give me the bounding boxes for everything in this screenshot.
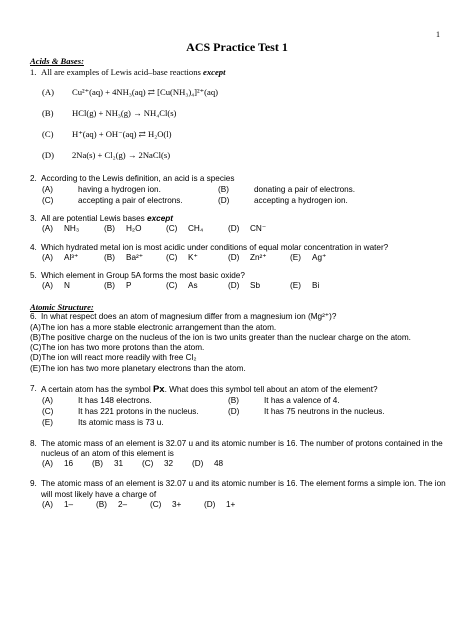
question-text: Which hydrated metal ion is most acidic under conditions of equal molar concentration in water?	[41, 242, 389, 252]
question-number: 5.	[30, 271, 37, 281]
question-text: All are examples of Lewis acid–base reactions	[41, 66, 204, 77]
option-text: 16	[64, 459, 74, 469]
option-label: (D)	[228, 281, 240, 291]
option-text: accepting a hydrogen ion.	[254, 195, 348, 205]
question-4	[30, 243, 450, 264]
option-text: It has 221 protons in the nucleus.	[78, 407, 199, 417]
option-label: (E)	[42, 418, 53, 428]
option-text: 1–	[64, 499, 74, 509]
option-grid	[42, 185, 450, 207]
question-text-end: . What does this symbol tell about an atom of the element?	[164, 384, 378, 394]
question-number: 9.	[30, 479, 37, 489]
option-text: It has 148 electrons.	[78, 395, 152, 405]
option-label: (C)	[42, 128, 54, 139]
option-label: (D)	[204, 499, 216, 509]
option-label: (A)	[42, 395, 53, 405]
page-title: ACS Practice Test 1	[186, 40, 288, 54]
option-row	[42, 108, 450, 119]
option-text: 1+	[226, 499, 236, 509]
option-text: 2–	[118, 499, 128, 509]
option-label: (A)	[42, 224, 53, 234]
question-1	[30, 67, 450, 161]
question-8	[30, 439, 450, 470]
question-number: 3.	[30, 214, 37, 224]
question-9	[30, 479, 450, 510]
question-number: 2.	[30, 174, 37, 184]
option-label: (A)	[42, 499, 53, 509]
option-text: 2Na(s) + Cl₂(g) → 2NaCl(s)	[72, 149, 171, 160]
question-5	[30, 271, 450, 292]
option-text: 48	[214, 459, 224, 469]
question-text: In what respect does an atom of magnesium differ from a magnesium ion (Mg²⁺)?	[41, 312, 337, 322]
option-label: (B)	[104, 224, 115, 234]
statement: (D)The ion will react more readily with free Cl₂	[30, 353, 197, 363]
emphasis-except: except	[203, 66, 226, 77]
option-label: (D)	[218, 195, 230, 205]
option-text: NH₃	[64, 224, 80, 234]
option-text: H₂O	[126, 224, 142, 234]
statement: (B)The positive charge on the nucleus of the ion is two units greater than the nuclear charge on the atom.	[30, 332, 411, 342]
option-row	[42, 129, 450, 140]
option-label: (D)	[192, 459, 204, 469]
option-text: HCl(g) + NH₃(g) → NH₄Cl(s)	[72, 108, 177, 119]
option-label: (D)	[228, 407, 240, 417]
question-number: 4.	[30, 242, 37, 252]
option-text: 3+	[172, 499, 182, 509]
question-text: A certain atom has the symbol	[41, 384, 153, 394]
option-text: P	[126, 281, 132, 291]
question-number: 6.	[30, 312, 37, 322]
question-text: According to the Lewis definition, an acid is a species	[41, 174, 235, 184]
option-label: (A)	[42, 184, 53, 194]
option-row	[42, 150, 450, 161]
option-text: accepting a pair of electrons.	[78, 195, 183, 205]
option-label: (D)	[228, 224, 240, 234]
section-heading-acids-bases: Acids & Bases:	[30, 56, 84, 66]
option-label: (B)	[104, 281, 115, 291]
option-label: (B)	[104, 252, 115, 262]
option-text: Zn²⁺	[250, 252, 267, 262]
option-text: Al³⁺	[64, 252, 79, 262]
option-label: (D)	[42, 149, 54, 160]
option-text: Its atomic mass is 73 u.	[78, 418, 164, 428]
option-label: (A)	[42, 459, 53, 469]
option-row	[42, 281, 450, 291]
option-label: (B)	[218, 184, 229, 194]
question-2	[30, 174, 450, 206]
option-text: Sb	[250, 281, 261, 291]
option-label: (B)	[228, 395, 239, 405]
option-label: (A)	[42, 87, 54, 98]
option-label: (E)	[290, 252, 301, 262]
option-text: Bi	[312, 281, 320, 291]
option-text: CN⁻	[250, 224, 267, 234]
option-text: K⁺	[188, 252, 198, 262]
option-label: (A)	[42, 252, 53, 262]
option-label: (B)	[96, 499, 107, 509]
statement: (E)The ion has two more planetary electrons than the atom.	[30, 363, 246, 373]
emphasis-except: except	[147, 214, 173, 224]
option-text: CH₄	[188, 224, 204, 234]
statement: (C)The ion has two more protons than the atom.	[30, 343, 205, 353]
document-body	[30, 56, 450, 510]
option-text: As	[188, 281, 198, 291]
option-text: donating a pair of electrons.	[254, 184, 356, 194]
option-text: 31	[114, 459, 124, 469]
option-row	[42, 459, 450, 469]
option-label: (C)	[142, 459, 154, 469]
option-text: 32	[164, 459, 174, 469]
option-label: (E)	[290, 281, 301, 291]
option-row	[42, 87, 450, 98]
option-label: (C)	[150, 499, 162, 509]
question-text: The atomic mass of an element is 32.07 u and its atomic number is 16. The element forms a simple ion. The ion will most likely have a charge of	[41, 479, 446, 499]
option-row	[42, 224, 450, 234]
question-text: All are potential Lewis bases	[41, 214, 148, 224]
question-7	[30, 384, 450, 429]
option-label: (C)	[42, 195, 54, 205]
option-label: (C)	[166, 224, 178, 234]
section-heading-atomic-structure: Atomic Structure:	[30, 301, 94, 312]
option-label: (B)	[42, 108, 54, 119]
question-3	[30, 214, 450, 235]
question-number: 7.	[30, 383, 37, 393]
option-text: It has a valence of 4.	[264, 395, 340, 405]
option-label: (A)	[42, 281, 53, 291]
option-text: H⁺(aq) + OH⁻(aq) ⇄ H₂O(l)	[72, 128, 172, 139]
option-row	[42, 253, 450, 263]
element-symbol: Px	[152, 383, 165, 395]
option-text: It has 75 neutrons in the nucleus.	[264, 407, 385, 417]
option-text: Ba²⁺	[126, 252, 144, 262]
option-text: Ag⁺	[312, 252, 327, 262]
option-label: (B)	[92, 459, 103, 469]
page-number: 1	[436, 30, 440, 39]
question-number: 8.	[30, 438, 37, 448]
question-text: Which element in Group 5A forms the most basic oxide?	[41, 271, 245, 281]
option-text: having a hydrogen ion.	[78, 184, 161, 194]
option-row	[42, 500, 450, 510]
option-label: (C)	[166, 281, 178, 291]
question-number: 1.	[30, 66, 37, 77]
option-text: N	[64, 281, 70, 291]
question-text: The atomic mass of an element is 32.07 u and its atomic number is 16. The number of protons contained in the nucleus of an atom of this element is	[41, 438, 443, 458]
option-grid	[42, 396, 450, 429]
option-label: (D)	[228, 252, 240, 262]
option-text: Cu²⁺(aq) + 4NH₃(aq) ⇄ [Cu(NH₃)₄]²⁺(aq)	[72, 87, 218, 98]
statement: (A)The ion has a more stable electronic arrangement than the atom.	[30, 322, 277, 332]
option-label: (C)	[42, 407, 54, 417]
question-6	[30, 312, 450, 374]
option-label: (C)	[166, 252, 178, 262]
